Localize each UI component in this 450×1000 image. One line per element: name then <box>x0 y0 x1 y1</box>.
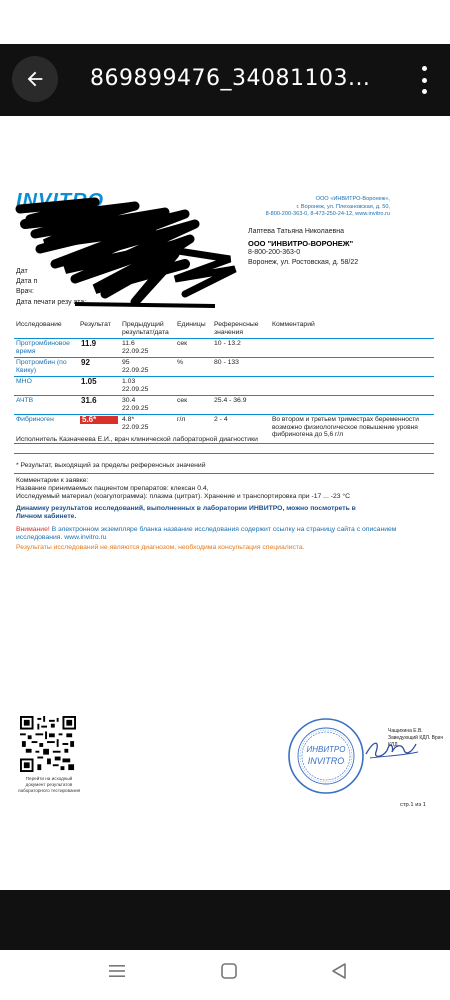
col-header-result: Результат <box>80 321 111 328</box>
table-row-reference: 80 - 133 <box>214 359 239 366</box>
table-row-previous: 95 <box>122 359 130 366</box>
attention-note: Внимание! В электронном экземпляре бланка название исследования содержит ссылку на страницу сайта с описанием <box>16 526 397 533</box>
dynamics-notice-link[interactable]: Личном кабинете. <box>16 513 77 520</box>
table-row-previous-date: 22.09.25 <box>122 386 149 393</box>
table-row-comment: Во втором и третьем триместрах беременности возможно физиологическое повышение уровня фибриногена до 5,6 г/л <box>272 416 419 439</box>
comments-drugs: Название принимаемых пациентом препаратов: клексан 0.4, <box>16 485 209 492</box>
comments-material: Исследуемый материал (коагулограмма): плазма (цитрат). Хранение и транспортировка при -17 ... -23 °С <box>16 493 351 500</box>
table-row-previous-date: 22.09.25 <box>122 348 149 355</box>
table-row-reference: 10 - 13.2 <box>214 340 241 347</box>
table-row-units: г/л <box>177 416 186 423</box>
table-divider <box>14 376 434 377</box>
table-row-reference: 25.4 - 36.9 <box>214 397 247 404</box>
table-row-result: 92 <box>81 358 90 367</box>
table-row-previous-date: 22.09.25 <box>122 367 149 374</box>
patient-label: Дат <box>16 268 28 275</box>
col-header-comment: Комментарий <box>272 321 315 328</box>
status-bar <box>0 0 450 44</box>
table-row-previous: 1.03 <box>122 378 136 385</box>
table-row-test-name: Протромбиновое время <box>16 340 70 355</box>
col-header-test: Исследование <box>16 321 62 328</box>
menu-icon[interactable] <box>108 962 126 980</box>
table-row-result: 1.05 <box>81 377 97 386</box>
lab-phone: 8-800-200-363-0 <box>248 249 301 256</box>
qr-code[interactable] <box>20 716 76 772</box>
col-header-previous: Предыдущий результат/дата <box>122 321 169 336</box>
table-row-result: 11.9 <box>81 339 97 348</box>
svg-text:ИНВИТРО: ИНВИТРО <box>306 745 346 754</box>
disclaimer: Результаты исследований не являются диагнозом, необходима консультация специалиста. <box>16 544 305 551</box>
more-vertical-icon[interactable] <box>418 66 430 94</box>
table-row-previous: 11.6 <box>122 340 135 347</box>
system-nav-bar <box>0 950 450 1000</box>
arrow-left-icon <box>24 68 46 90</box>
referring-doctor: Лаптева Татьяна Николаевна <box>248 228 345 235</box>
section-divider <box>14 453 434 454</box>
patient-label: Дата п <box>16 278 38 285</box>
table-row-previous-date: 22.09.25 <box>122 424 149 431</box>
col-header-reference: Референсные значения <box>214 321 259 336</box>
table-row-reference: 2 - 4 <box>214 416 228 423</box>
print-date-label: Дата печати резу ата: <box>16 299 87 306</box>
page-number: стр.1 из 1 <box>400 802 426 808</box>
footnote: * Результат, выходящий за пределы референсных значений <box>16 462 206 469</box>
table-divider <box>14 357 434 358</box>
svg-text:INVITRO: INVITRO <box>307 756 345 766</box>
table-divider <box>14 414 434 415</box>
lab-address: Воронеж, ул. Ростовская, д. 58/22 <box>248 259 359 266</box>
dynamics-notice: Динамику результатов исследований, выполненных в лаборатории ИНВИТРО, можно посмотреть в <box>16 505 356 512</box>
viewer-bottom-area <box>0 890 450 950</box>
table-row-result-flagged: 5.6* <box>80 416 118 424</box>
lab-stamp <box>286 716 366 796</box>
back-button[interactable] <box>12 56 58 102</box>
home-icon[interactable] <box>220 962 238 980</box>
table-row-previous: 4.8* <box>122 416 135 423</box>
table-divider <box>14 395 434 396</box>
section-divider <box>14 473 434 474</box>
comments-title: Комментарии к заявке: <box>16 477 89 484</box>
table-row-units: сек <box>177 340 188 347</box>
table-row-units: сек <box>177 397 188 404</box>
lab-info: ООО «ИНВИТРО-Воронеж», г. Воронеж, ул. Плехановская, д. 50, 8-800-200-363-0, 8-473-250-24-12, www.invitro.ru <box>265 196 390 217</box>
table-row-test-name: МНО <box>16 378 32 385</box>
document-page <box>0 116 450 890</box>
lab-name: ООО "ИНВИТРО-ВОРОНЕЖ" <box>248 239 354 248</box>
signer-block: Чащихина Е.В. Заведующий КДЛ. Врач КЛД. <box>388 728 444 748</box>
table-row-previous-date: 22.09.25 <box>122 405 149 412</box>
redaction-scribble <box>15 194 245 309</box>
col-header-units: Единицы <box>177 321 206 328</box>
attention-note-link[interactable]: исследования. www.invitro.ru <box>16 534 107 541</box>
back-triangle-icon[interactable] <box>330 962 348 980</box>
app-bar <box>0 44 450 116</box>
executor-line: Исполнитель Казначеева Е.И., врач клинической лабораторной диагностики <box>16 436 258 443</box>
file-title: 869899476_34081103... <box>90 66 371 91</box>
table-row-result: 31.6 <box>81 396 97 405</box>
qr-caption: Перейти на исходный документ результатов лабораторного тестирования <box>17 776 81 793</box>
table-row-units: % <box>177 359 184 366</box>
table-row-test-name: Фибриноген <box>16 416 54 423</box>
table-row-test-name: АЧТВ <box>16 397 34 404</box>
table-row-previous: 30.4 <box>122 397 136 404</box>
doctor-label: Врач: <box>16 288 34 295</box>
table-divider <box>14 338 434 339</box>
invitro-logo: INVITRO <box>16 190 105 212</box>
table-row-test-name: Протромбин (по Квику) <box>16 359 67 374</box>
